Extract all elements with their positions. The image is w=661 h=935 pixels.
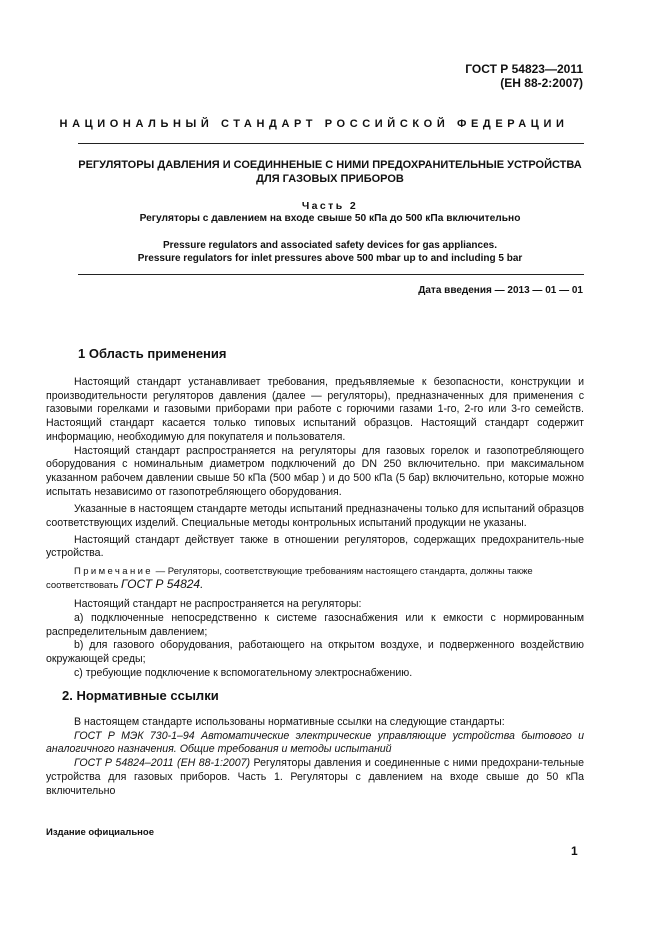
section-1-paragraph-4: Настоящий стандарт действует также в отношении регуляторов, содержащих предохранитель-ные устройства. xyxy=(46,533,584,560)
document-title xyxy=(60,158,600,186)
part-label: Часть 2 xyxy=(301,200,359,212)
list-item-a: а) подключенные непосредственно к системе газоснабжения или к емкости с нормированным распределительным давлением; xyxy=(46,611,584,638)
english-title xyxy=(60,240,600,265)
intro-date: Дата введения — 2013 — 01 — 01 xyxy=(418,285,583,296)
section-2-body xyxy=(46,716,584,798)
list-item-c: с) требующие подключение к вспомогательному электроснабжению. xyxy=(74,666,413,679)
note-reference: ГОСТ Р 54824 xyxy=(121,577,201,592)
section-1-heading: 1 Область применения xyxy=(78,346,227,361)
section-1-body xyxy=(46,376,584,680)
list-item-b: b) для газового оборудования, работающего на открытом воздухе, и подверженного воздействию окружающей среды; xyxy=(46,639,584,665)
national-standard-title: НАЦИОНАЛЬНЫЙ СТАНДАРТ РОССИЙСКОЙ ФЕДЕРАЦИИ xyxy=(59,118,569,130)
standard-code xyxy=(333,62,583,90)
note-text-2: соответствовать xyxy=(46,580,119,592)
note-text: — Регуляторы, соответствующие требованиям настоящего стандарта, должны также xyxy=(153,566,533,578)
note-label: Примечание xyxy=(74,566,153,578)
section-1-paragraph-1: Настоящий стандарт устанавливает требования, предъявляемые к безопасности, конструкции и производительности регуляторов давления (далее — регуляторы), предназначенных для применения с газовыми горелками и газовыми приборами при работе с горючими газами 1-го, 2-го или 3-го семейств. Настоящий стандарт касается только типовых испытаний образцов. Настоящий стандарт содержит информацию, необходимую для покупателя и пользователя. xyxy=(46,376,584,443)
edition-label: Издание официальное xyxy=(46,827,154,838)
subtitle: Регуляторы с давлением на входе свыше 50 кПа до 500 кПа включительно xyxy=(139,213,521,224)
note-continuation: соответствовать ГОСТ Р 54824. xyxy=(46,577,204,592)
english-title-line-1: Pressure regulators and associated safety devices for gas appliances. xyxy=(162,240,498,251)
reference-1: ГОСТ Р МЭК 730-1–94 Автоматические электрические управляющие устройства бытового и аналогичного назначения. Общие требования и методы испытаний xyxy=(46,729,584,756)
section-2-paragraph-1: В настоящем стандарте использованы нормативные ссылки на следующие стандарты: xyxy=(74,716,505,728)
english-title-line-2: Pressure regulators for inlet pressures above 500 mbar up to and including 5 bar xyxy=(137,252,523,264)
section-1-paragraph-2: Настоящий стандарт распространяется на регуляторы для газовых горелок и газопотребляющего оборудования с номинальным диаметром подключений до DN 250 включительно. при максимальном указанном рабочем давлении свыше 50 кПа (500 мбар ) и до 500 кПа (5 бар) включительно, которые можно испытать независимо от газопотребляющего оборудования. xyxy=(46,444,584,498)
section-1-paragraph-3: Указанные в настоящем стандарте методы испытаний предназначены только для испытаний образцов соответствующих изделий. Специальные методы контрольных испытаний продукции не указаны. xyxy=(46,503,584,530)
standard-code-main: ГОСТ Р 54823—2011 xyxy=(465,62,583,76)
title-line-1: РЕГУЛЯТОРЫ ДАВЛЕНИЯ И СОЕДИННЕНЫЕ С НИМИ ПРЕДОХРАНИТЕЛЬНЫЕ УСТРОЙСТВА xyxy=(78,159,582,171)
reference-2 xyxy=(46,757,584,798)
page-number: 1 xyxy=(571,844,578,858)
section-2-heading: 2. Нормативные ссылки xyxy=(62,688,219,703)
standard-code-alt: (ЕН 88-2:2007) xyxy=(500,76,583,90)
reference-2-text: Регуляторы давления и соединенные с ними предохрани-тельные устройства для газовых приборов. Часть 1. Регуляторы с давлением на входе свыше до 50 кПа включительно xyxy=(46,757,584,797)
reference-2-code: ГОСТ Р 54824–2011 (ЕН 88-1:2007) xyxy=(74,757,251,770)
header-divider xyxy=(78,143,584,144)
section-1-paragraph-5: Настоящий стандарт не распространяется на регуляторы: xyxy=(74,598,362,611)
title-divider xyxy=(78,274,584,275)
title-line-2: ДЛЯ ГАЗОВЫХ ПРИБОРОВ xyxy=(256,173,404,185)
